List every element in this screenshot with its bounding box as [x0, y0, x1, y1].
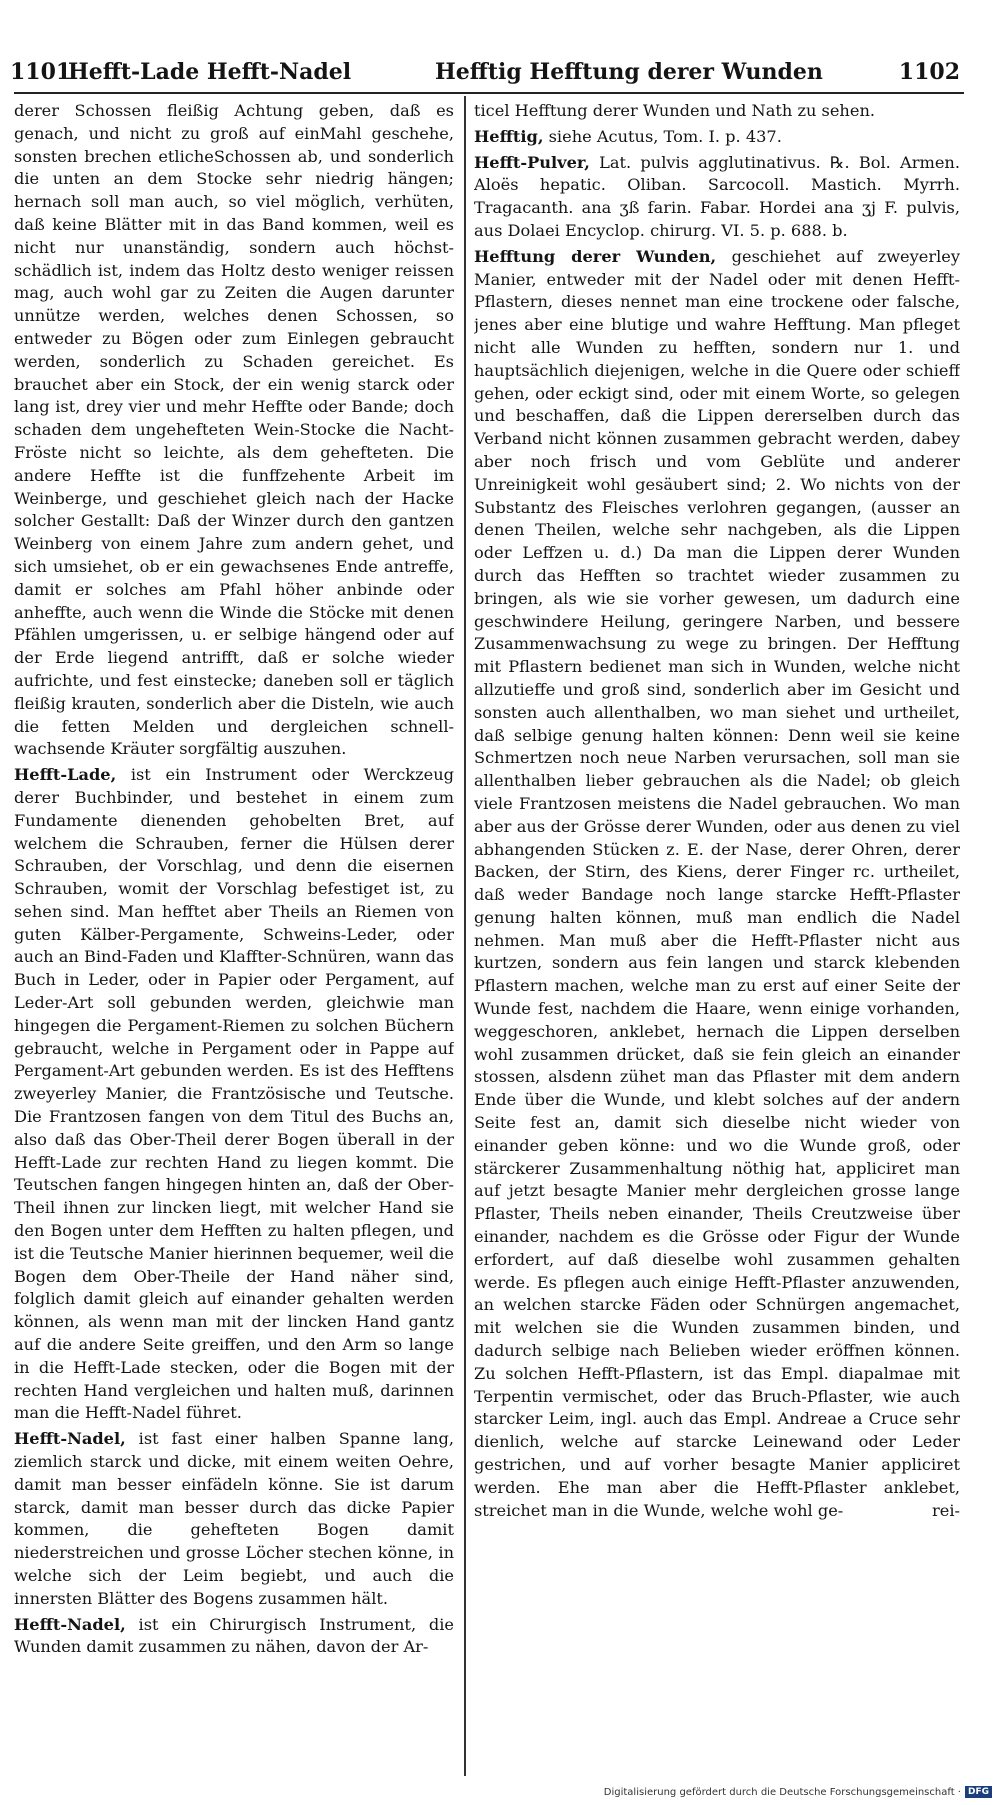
catchword: rei- — [932, 1500, 960, 1520]
entry-paragraph — [14, 1614, 454, 1660]
entry-text: derer Schossen fleißig Achtung geben, daß es genach, und nicht zu groß auf einMahl geschehe, sonsten brechen etlicheSchossen ab, und sonderlich die unten an dem Stocke sehr niedrig hängen; hernach soll man auch, so viel möglich, verhüten, daß keine Blätter mit in das Band kommen, weil es nicht nur unanständig, sondern auch höchst-schädlich ist, indem das Holtz desto weniger reissen mag, auch wohl gar zu Zeiten die Augen darunter unnütze werden, welches denen Schossen, so entweder zu Bögen oder zum Einlegen gebraucht werden, sonderlich zu Schaden gereichet. Es brauchet aber ein Stock, der ein wenig starck oder lang ist, drey vier und mehr Heffte oder Bande; doch schaden dem ungehefteten Wein-Stocke die Nacht-Fröste nicht so leichte, als dem gehefteten. Die andere Heffte ist die funffzehente Arbeit im Weinberge, und geschiehet gleich nach der Hacke solcher Gestallt: Daß der Winzer durch den gantzen Weinberg von einem Jahre zum andern gehet, und sich umsiehet, ob er ein gewachsenes Ende antreffe, damit er solches am Pfahl höher anbinde oder anheffte, auch wenn die Winde die Stöcke mit denen Pfählen umgerissen, u. er selbige hängend oder auf der Erde liegend antrifft, daß er solche wieder aufrichte, und fest einstecke; daneben soll er täglich fleißig krauten, sonderlich aber die Disteln, wie auch die fetten Melden und dergleichen schnell-wachsende Kräuter sorgfältig auszuhen. — [14, 101, 454, 759]
running-head-right: Hefftig Hefftung derer Wunden — [435, 59, 823, 85]
entry-lemma: Hefft-Lade, — [14, 765, 117, 785]
entry-text: geschiehet auf zweyerley Manier, entweder mit der Nadel oder mit denen Hefft-Pflastern, dieses nennet man eine trockene oder falsche, jenes aber eine blutige und wahre Hefftung. Man pfleget nicht alle Wunden zu hefften, sondern nur 1. und hauptsächlich diejenigen, welche in die Quere oder schieff gehen, oder eckigt sind, oder mit einem Worte, so gelegen und beschaffen, daß die Lippen dererselben durch das Verband nicht können zusammen gebracht werden, dabey aber noch frisch und vom Geblüte und anderer Unreinigkeit wohl gesäubert sind; 2. Wo nichts von der Substantz des Fleisches verlohren gegangen, (ausser an denen Theilen, welche sehr nachgeben, als die Lippen oder Leffzen u. d.) Da man die Lippen derer Wunden durch das Hefften so trachtet wieder zusammen zu bringen, als wie sie vorher gewesen, um dadurch eine geschwindere Heilung, geringere Narben, und bessere Zusammenwachsung zu wege zu bringen. Der Hefftung mit Pflastern bedienet man sich in Wunden, welche nicht allzutieffe und groß sind, sonderlich aber im Gesicht und sonsten auch allenthalben, wo man siehet und urtheilet, daß selbige genung halten können: Denn weil sie keine Schmertzen noch neue Narben verursachen, soll man sie allenthalben lieber gebrauchen als die Nadel; ob gleich viele Frantzosen meistens die Nadel gebrauchen. Wo man aber aus der Grösse derer Wunden, oder aus denen zu viel abhangenden Stücken z. E. der Nase, derer Ohren, derer Backen, der Stirn, des Kiens, derer Finger rc. urtheilet, daß weder Bandage noch lange starcke Hefft-Pflaster genung halten können, muß man endlich die Nadel nehmen. Man muß aber die Hefft-Pflaster nicht aus kurtzen, sondern aus fein langen und starck klebenden Pflastern machen, welche man zu erst auf einer Seite der Wunde fest, nachdem die Haare, wenn einige vorhanden, weggeschoren, anklebet, hernach die Lippen derselben wohl zusammen drücket, daß sie fein gleich an einander stossen, alsdenn zühet man das Pflaster mit dem andern Ende über die Wunde, und klebt solches auf der andern Seite fest an, damit sich dieselbe nicht wieder von einander geben könne: und wo die Wunde groß, oder stärckerer Zusammenhaltung nöthig hat, appliciret man auf jetzt besagte Manier mehr dergleichen grosse lange Pflaster, Theils neben einander, Theils Creutzweise über einander, nachdem es die Grösse oder Figur der Wunde erfordert, auf daß dieselbe wohl zusammen gehalten werde. Es pflegen auch einige Hefft-Pflaster anzuwenden, an welchen starcke Fäden oder Schnürgen angemachet, mit welchen sie die Wunden zusammen binden, und dadurch selbige nach Belieben wieder eröffnen können. Zu solchen Hefft-Pflastern, ist das Empl. diapalmae mit Terpentin vermischet, oder das Bruch-Pflaster, wie auch starcker Leim, ingl. auch das Empl. Andreae a Cruce sehr dienlich, welche auf starcke Leinewand oder Leder gestrichen, und auf vorher besagte Manier appliciret werden. Ehe man aber die Hefft-Pflaster anklebet, streichet man in die Wunde, welche wohl ge- — [474, 246, 960, 1520]
credit-text: Digitalisierung gefördert durch die Deutsche Forschungsgemeinschaft · — [603, 1786, 961, 1798]
entry-lemma: Hefft-Nadel, — [14, 1614, 126, 1634]
header-rule — [14, 92, 964, 94]
entry-text: ist ein Instrument oder Werckzeug derer Buchbinder, und bestehet in einem zum Fundamente dienenden gehobelten Bret, auf welchem die Schrauben, ferner die Hülsen derer Schrauben, der Vorschlag, und denn die eisernen Schrauben, womit der Vorschlag befestiget ist, zu sehen sind. Man hefftet aber Theils an Riemen von guten Kälber-Pergamente, Schweins-Leder, oder auch an Bind-Faden und Klaffter-Schnüren, wann das Buch in Leder, oder in Papier oder Pergament, auf Leder-Art soll gebunden werden, gleichwie man hingegen die Pergament-Riemen zu solchen Büchern gebraucht, welche in Pergament oder in Pappe auf Pergament-Art gebunden werden. Es ist des Hefftens zweyerley Manier, die Frantzösische und Teutsche. Die Frantzosen fangen von dem Titul des Buchs an, also daß das Ober-Theil derer Bogen überall in der Hefft-Lade zur rechten Hand zu liegen kommt. Die Teutschen fangen hingegen hinten an, daß der Ober-Theil ihnen zur lincken liegt, mit welcher Hand sie den Bogen unter dem Hefften zu halten pflegen, und ist die Teutsche Manier hierinnen bequemer, weil die Bogen dem Ober-Theile der Hand näher sind, folglich damit gleich auf einander gehalten werden können, als wenn man mit der lincken Hand gantz auf die andere Seite greiffen, und den Arm so lange in die Hefft-Lade stecken, oder die Bogen mit der rechten Hand vergleichen und halten muß, darinnen man die Hefft-Nadel führet. — [14, 765, 454, 1423]
entry-lemma: Hefft-Nadel, — [14, 1429, 126, 1449]
entry-paragraph — [474, 100, 960, 123]
entry-text: ist fast einer halben Spanne lang, ziemlich starck und dicke, mit einem weiten Oehre, damit man besser einfädeln könne. Sie ist darum starck, damit man besser durch das dicke Papier kommen, die gehefteten Bogen damit niederstreichen und grosse Löcher stechen könne, in welche sich der Leim begiebt, und auch die innersten Blätter des Bogens zusammen hält. — [14, 1429, 454, 1608]
right-column — [474, 100, 960, 1780]
entry-paragraph — [14, 764, 454, 1425]
digitization-credit — [604, 1782, 992, 1802]
entry-lemma: Hefftung derer Wunden, — [474, 246, 717, 266]
left-column — [14, 100, 454, 1780]
entry-paragraph — [474, 152, 960, 243]
entry-paragraph — [474, 126, 960, 149]
dfg-logo: DFG — [965, 1786, 992, 1798]
entry-lemma: Hefft-Pulver, — [474, 152, 590, 172]
column-divider — [464, 96, 466, 1776]
running-head-left: Hefft-Lade Hefft-Nadel — [68, 59, 352, 85]
entry-text: ist ein Chirurgisch Instrument, die Wunden damit zusammen zu nähen, davon der Ar- — [14, 1614, 454, 1657]
entry-paragraph — [14, 1428, 454, 1610]
entry-text: Lat. pulvis agglutinativus. ℞. Bol. Armen. Aloës hepatic. Oliban. Sarcocoll. Mastich. Myrrh. Tragacanth. ana ʒß farin. Fabar. Hordei ana ʒj F. pulvis, aus Dolaei Encyclop. chirurg. VI. 5. p. 688. b. — [474, 152, 960, 240]
entry-text: siehe Acutus, Tom. I. p. 437. — [548, 126, 782, 146]
entry-lemma: Hefftig, — [474, 126, 544, 146]
entry-text: ticel Hefftung derer Wunden und Nath zu sehen. — [474, 101, 876, 120]
page-number-left: 1101 — [10, 59, 72, 85]
entry-paragraph — [474, 246, 960, 1523]
page-number-right: 1102 — [898, 59, 960, 85]
page-header — [10, 52, 960, 92]
entry-paragraph — [14, 100, 454, 761]
